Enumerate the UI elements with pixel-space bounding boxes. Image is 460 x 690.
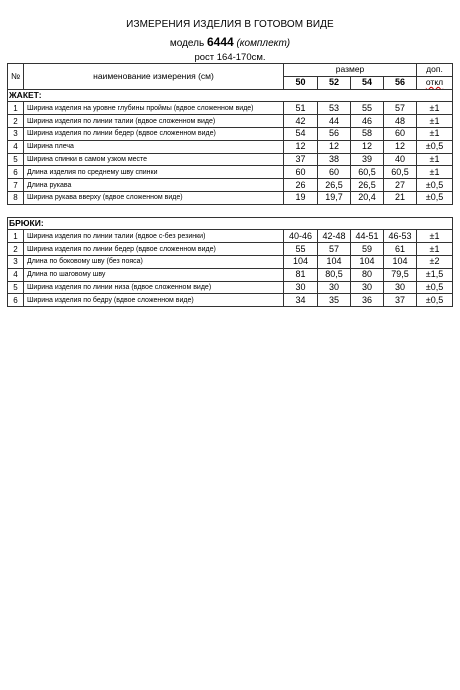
- size-52: 52: [318, 76, 351, 89]
- header-tolerance-2: [417, 76, 453, 89]
- tolerance-abbr: откл: [425, 77, 444, 88]
- section-gap-cell: [8, 204, 453, 217]
- size-value: 51: [284, 102, 318, 115]
- size-value: 21: [384, 191, 417, 204]
- row-number: 3: [8, 255, 24, 268]
- size-value: 60,5: [351, 166, 384, 179]
- tolerance-value: ±0,5: [417, 294, 453, 307]
- size-value: 79,5: [384, 268, 417, 281]
- measurement-name: Длина по шаговому шву: [24, 268, 284, 281]
- table-row: [8, 166, 453, 179]
- tolerance-value: ±1: [417, 153, 453, 166]
- table-row: [8, 102, 453, 115]
- section-gap: [8, 204, 453, 217]
- size-value: 59: [351, 243, 384, 256]
- measurement-name: Длина по боковому шву (без пояса): [24, 255, 284, 268]
- size-value: 36: [351, 294, 384, 307]
- model-note: (комплект): [236, 38, 291, 49]
- tolerance-value: ±1: [417, 166, 453, 179]
- table-row: [8, 140, 453, 153]
- size-value: 55: [351, 102, 384, 115]
- table-row: [8, 153, 453, 166]
- tolerance-value: ±0,5: [417, 179, 453, 192]
- header-tolerance-1: доп.: [417, 64, 453, 77]
- model-prefix: модель: [169, 38, 205, 49]
- size-value: 26: [284, 179, 318, 192]
- size-value: 37: [384, 294, 417, 307]
- size-value: 42: [284, 115, 318, 128]
- size-50: 50: [284, 76, 318, 89]
- measurement-name: Ширина рукава вверху (вдвое сложенном виде): [24, 191, 284, 204]
- header-number: №: [8, 64, 24, 90]
- measurement-name: Ширина изделия по линии низа (вдвое сложенном виде): [24, 281, 284, 294]
- size-value: 60: [318, 166, 351, 179]
- measurement-name: Ширина изделия по линии талии (вдвое сложенном виде): [24, 115, 284, 128]
- measurement-name: Ширина спинки в самом узком месте: [24, 153, 284, 166]
- tolerance-value: ±2: [417, 255, 453, 268]
- row-number: 4: [8, 268, 24, 281]
- size-value: 40: [384, 153, 417, 166]
- row-number: 5: [8, 153, 24, 166]
- size-value: 80: [351, 268, 384, 281]
- tolerance-value: ±1: [417, 115, 453, 128]
- size-value: 81: [284, 268, 318, 281]
- size-value: 44: [318, 115, 351, 128]
- tolerance-value: ±0,5: [417, 191, 453, 204]
- measurement-name: Ширина изделия на уровне глубины проймы (вдвое сложенном виде): [24, 102, 284, 115]
- table-row: [8, 294, 453, 307]
- table-row: [8, 230, 453, 243]
- size-value: 30: [284, 281, 318, 294]
- measurement-name: Ширина изделия по линии бедер (вдвое сложенном виде): [24, 243, 284, 256]
- size-value: 27: [384, 179, 417, 192]
- size-value: 12: [318, 140, 351, 153]
- size-value: 60: [384, 127, 417, 140]
- measurement-name: Ширина изделия по бедру (вдвое сложенном виде): [24, 294, 284, 307]
- table-row: [8, 243, 453, 256]
- measurement-name: Ширина изделия по линии бедер (вдвое сложенном виде): [24, 127, 284, 140]
- row-number: 3: [8, 127, 24, 140]
- size-value: 26,5: [351, 179, 384, 192]
- section-header: [8, 217, 453, 230]
- size-value: 60,5: [384, 166, 417, 179]
- row-number: 5: [8, 281, 24, 294]
- row-number: 1: [8, 230, 24, 243]
- model-line: [0, 35, 460, 49]
- row-number: 4: [8, 140, 24, 153]
- size-value: 46: [351, 115, 384, 128]
- row-number: 8: [8, 191, 24, 204]
- size-value: 30: [318, 281, 351, 294]
- size-value: 54: [284, 127, 318, 140]
- tolerance-value: ±1: [417, 102, 453, 115]
- section-header: [8, 89, 453, 102]
- size-value: 12: [284, 140, 318, 153]
- size-value: 12: [384, 140, 417, 153]
- tolerance-value: ±1: [417, 127, 453, 140]
- header-measurement-name: наименование измерения (см): [24, 64, 284, 90]
- size-value: 61: [384, 243, 417, 256]
- table-row: [8, 115, 453, 128]
- size-value: 19: [284, 191, 318, 204]
- measurement-name: Ширина плеча: [24, 140, 284, 153]
- size-value: 42-48: [318, 230, 351, 243]
- size-value: 39: [351, 153, 384, 166]
- size-value: 55: [284, 243, 318, 256]
- tolerance-value: ±1: [417, 230, 453, 243]
- measurements-table: [7, 63, 453, 307]
- row-number: 1: [8, 102, 24, 115]
- row-number: 2: [8, 115, 24, 128]
- measurement-name: Длина изделия по среднему шву спинки: [24, 166, 284, 179]
- table-row: [8, 268, 453, 281]
- size-value: 57: [384, 102, 417, 115]
- size-value: 104: [318, 255, 351, 268]
- measurement-name: Длина рукава: [24, 179, 284, 192]
- row-number: 6: [8, 166, 24, 179]
- size-value: 34: [284, 294, 318, 307]
- size-value: 80,5: [318, 268, 351, 281]
- size-value: 60: [284, 166, 318, 179]
- size-value: 12: [351, 140, 384, 153]
- size-value: 30: [351, 281, 384, 294]
- document-title: ИЗМЕРЕНИЯ ИЗДЕЛИЯ В ГОТОВОМ ВИДЕ: [126, 19, 334, 30]
- tolerance-value: ±1: [417, 243, 453, 256]
- size-value: 30: [384, 281, 417, 294]
- size-value: 35: [318, 294, 351, 307]
- model-number: 6444: [206, 35, 234, 49]
- size-value: 26,5: [318, 179, 351, 192]
- section-title: БРЮКИ:: [8, 217, 453, 230]
- size-value: 46-53: [384, 230, 417, 243]
- size-54: 54: [351, 76, 384, 89]
- size-value: 53: [318, 102, 351, 115]
- header-size: размер: [284, 64, 417, 77]
- row-number: 6: [8, 294, 24, 307]
- table-row: [8, 179, 453, 192]
- row-number: 2: [8, 243, 24, 256]
- height-range: рост 164-170см.: [194, 52, 266, 63]
- measurement-name: Ширина изделия по линии талии (вдвое с-без резинки): [24, 230, 284, 243]
- table-row: [8, 281, 453, 294]
- size-value: 104: [384, 255, 417, 268]
- size-value: 56: [318, 127, 351, 140]
- size-56: 56: [384, 76, 417, 89]
- size-value: 58: [351, 127, 384, 140]
- table-row: [8, 191, 453, 204]
- size-value: 104: [284, 255, 318, 268]
- size-value: 44-51: [351, 230, 384, 243]
- size-value: 40-46: [284, 230, 318, 243]
- row-number: 7: [8, 179, 24, 192]
- size-value: 57: [318, 243, 351, 256]
- table-row: [8, 255, 453, 268]
- size-value: 37: [284, 153, 318, 166]
- tolerance-value: ±0,5: [417, 140, 453, 153]
- size-value: 20,4: [351, 191, 384, 204]
- size-value: 104: [351, 255, 384, 268]
- table-row: [8, 127, 453, 140]
- section-title: ЖАКЕТ:: [8, 89, 453, 102]
- size-value: 38: [318, 153, 351, 166]
- tolerance-value: ±1,5: [417, 268, 453, 281]
- tolerance-value: ±0,5: [417, 281, 453, 294]
- size-value: 19,7: [318, 191, 351, 204]
- size-value: 48: [384, 115, 417, 128]
